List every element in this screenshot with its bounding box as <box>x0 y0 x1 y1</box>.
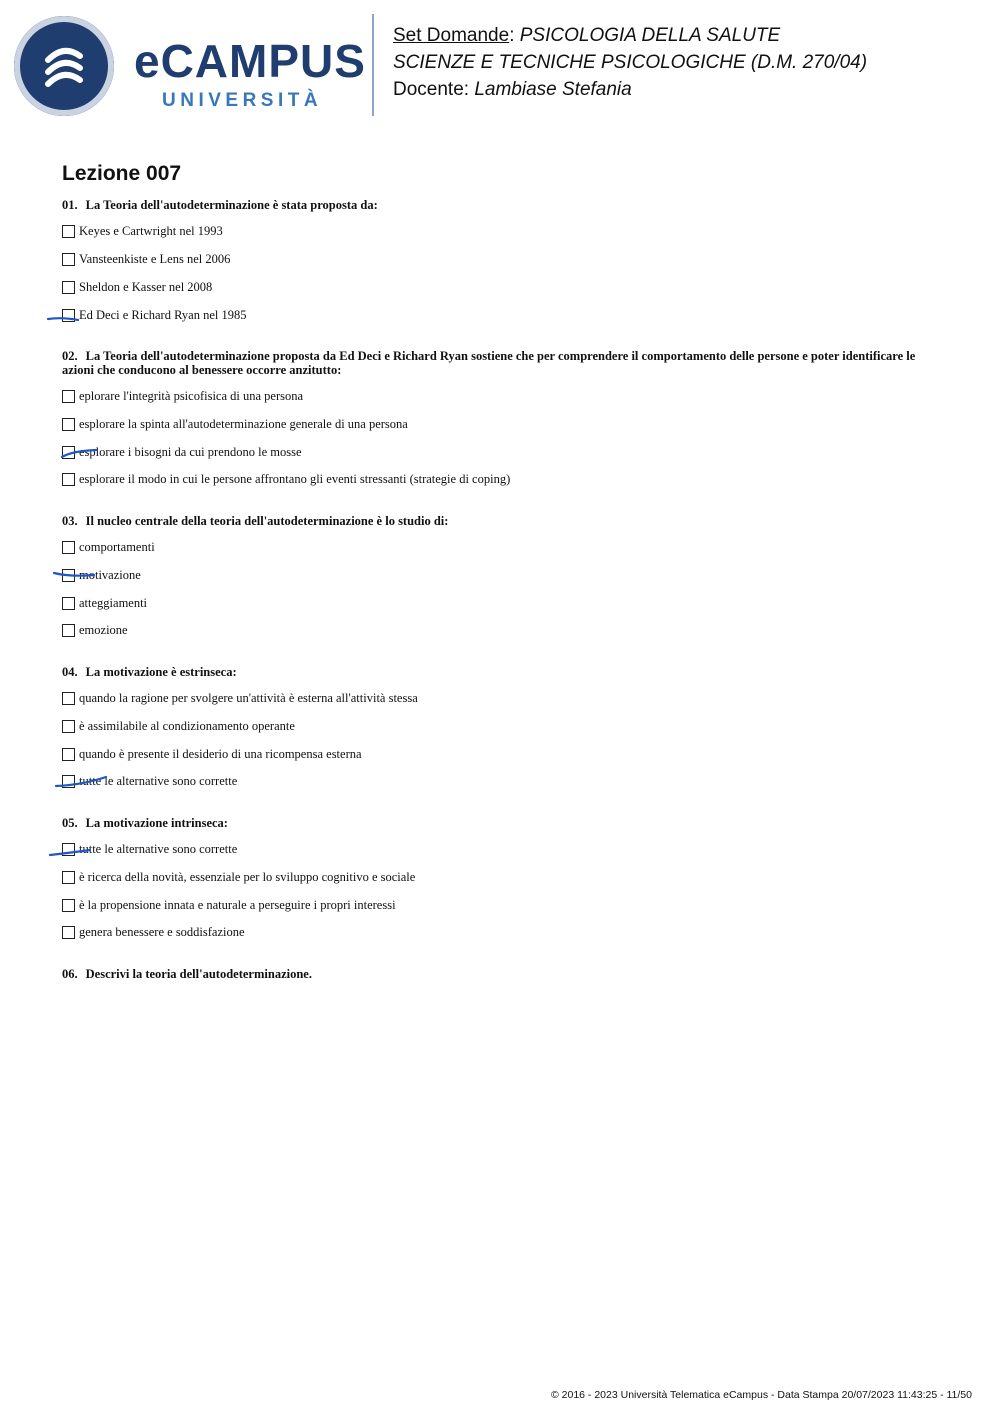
option-label: Sheldon e Kasser nel 2008 <box>79 280 213 294</box>
brand-name: eCAMPUS <box>134 35 366 87</box>
checkbox[interactable] <box>62 309 75 322</box>
question-text: La Teoria dell'autodeterminazione proposta da Ed Deci e Richard Ryan sostiene che per comprendere il comportamento delle persone e poter identificare le azioni che conducono al benessere occorre anzitutto: <box>62 349 916 377</box>
teacher-line: Docente: Lambiase Stefania <box>393 79 632 100</box>
question-06 <box>62 967 942 981</box>
page-footer: © 2016 - 2023 Università Telematica eCampus - Data Stampa 20/07/2023 11:43:25 - 11/50 <box>551 1389 972 1401</box>
question-number: 03. <box>62 514 78 528</box>
option-02-a[interactable] <box>62 387 303 405</box>
teacher-label: Docente <box>393 79 464 100</box>
checkbox[interactable] <box>62 624 75 637</box>
checkbox[interactable] <box>62 569 75 582</box>
question-number: 02. <box>62 349 78 363</box>
question-number: 06. <box>62 967 78 981</box>
question-04 <box>62 665 942 679</box>
checkbox[interactable] <box>62 253 75 266</box>
option-label: Keyes e Cartwright nel 1993 <box>79 224 223 238</box>
question-text: La motivazione intrinseca: <box>85 816 228 830</box>
checkbox[interactable] <box>62 926 75 939</box>
option-05-c[interactable] <box>62 896 396 914</box>
teacher-name: Lambiase Stefania <box>474 79 632 100</box>
ecampus-emblem-icon <box>14 16 114 116</box>
degree-line <box>393 49 867 76</box>
option-01-c[interactable] <box>62 278 212 296</box>
question-text: Descrivi la teoria dell'autodeterminazione. <box>85 967 312 981</box>
option-03-b[interactable] <box>62 566 141 584</box>
option-04-c[interactable] <box>62 745 362 763</box>
question-01 <box>62 198 942 212</box>
option-label: quando è presente il desiderio di una ricompensa esterna <box>79 747 362 761</box>
option-label: genera benessere e soddisfazione <box>79 925 245 939</box>
question-number: 01. <box>62 198 78 212</box>
option-02-b[interactable] <box>62 415 408 433</box>
checkbox[interactable] <box>62 281 75 294</box>
option-03-d[interactable] <box>62 621 128 639</box>
question-text: La motivazione è estrinseca: <box>85 665 237 679</box>
checkbox[interactable] <box>62 541 75 554</box>
question-02 <box>62 349 942 377</box>
checkbox[interactable] <box>62 871 75 884</box>
question-05 <box>62 816 942 830</box>
course-name: PSICOLOGIA DELLA SALUTE <box>519 25 781 46</box>
option-02-c[interactable] <box>62 443 302 461</box>
course-line: Set Domande: PSICOLOGIA DELLA SALUTE <box>393 25 781 46</box>
question-number: 05. <box>62 816 78 830</box>
option-label: eplorare l'integrità psicofisica di una persona <box>79 389 304 403</box>
option-03-c[interactable] <box>62 594 147 612</box>
option-label: Ed Deci e Richard Ryan nel 1985 <box>79 308 247 322</box>
option-label: Vansteenkiste e Lens nel 2006 <box>79 252 231 266</box>
checkbox[interactable] <box>62 225 75 238</box>
option-label: emozione <box>79 623 128 637</box>
option-label: quando la ragione per svolgere un'attività è esterna all'attività stessa <box>79 691 418 705</box>
checkbox[interactable] <box>62 899 75 912</box>
option-04-b[interactable] <box>62 717 295 735</box>
checkbox[interactable] <box>62 748 75 761</box>
option-label: motivazione <box>79 568 141 582</box>
question-number: 04. <box>62 665 78 679</box>
option-05-d[interactable] <box>62 923 245 941</box>
checkbox[interactable] <box>62 775 75 788</box>
option-01-b[interactable] <box>62 250 230 268</box>
option-label: è ricerca della novità, essenziale per lo sviluppo cognitivo e sociale <box>79 870 416 884</box>
option-04-a[interactable] <box>62 689 418 707</box>
header-info <box>393 22 867 103</box>
option-01-d[interactable] <box>62 306 247 324</box>
option-label: esplorare la spinta all'autodeterminazione generale di una persona <box>79 417 408 431</box>
ecampus-logo <box>14 16 366 116</box>
option-04-d[interactable] <box>62 772 237 790</box>
checkbox[interactable] <box>62 390 75 403</box>
checkbox[interactable] <box>62 692 75 705</box>
question-text: Il nucleo centrale della teoria dell'autodeterminazione è lo studio di: <box>85 514 449 528</box>
option-05-b[interactable] <box>62 868 415 886</box>
lesson-title: Lezione 007 <box>62 162 182 185</box>
question-03 <box>62 514 942 528</box>
option-label: esplorare il modo in cui le persone affrontano gli eventi stressanti (strategie di coping) <box>79 472 511 486</box>
checkbox[interactable] <box>62 843 75 856</box>
option-02-d[interactable] <box>62 470 510 488</box>
option-label: è assimilabile al condizionamento operante <box>79 719 295 733</box>
degree-name: SCIENZE E TECNICHE PSICOLOGICHE (D.M. 270/04) <box>393 52 868 73</box>
option-label: è la propensione innata e naturale a perseguire i propri interessi <box>79 898 396 912</box>
option-label: esplorare i bisogni da cui prendono le mosse <box>79 445 302 459</box>
option-label: tutte le alternative sono corrette <box>79 774 238 788</box>
option-label: tutte le alternative sono corrette <box>79 842 238 856</box>
checkbox[interactable] <box>62 473 75 486</box>
question-text: La Teoria dell'autodeterminazione è stata proposta da: <box>85 198 378 212</box>
page-header <box>0 0 1000 130</box>
checkbox[interactable] <box>62 720 75 733</box>
option-label: comportamenti <box>79 540 155 554</box>
option-03-a[interactable] <box>62 538 155 556</box>
option-01-a[interactable] <box>62 222 223 240</box>
checkbox[interactable] <box>62 418 75 431</box>
checkbox[interactable] <box>62 446 75 459</box>
option-label: atteggiamenti <box>79 596 148 610</box>
option-05-a[interactable] <box>62 840 237 858</box>
brand-subtitle: UNIVERSITÀ <box>162 90 323 111</box>
header-divider <box>372 14 374 116</box>
checkbox[interactable] <box>62 597 75 610</box>
set-label: Set Domande <box>393 25 510 46</box>
